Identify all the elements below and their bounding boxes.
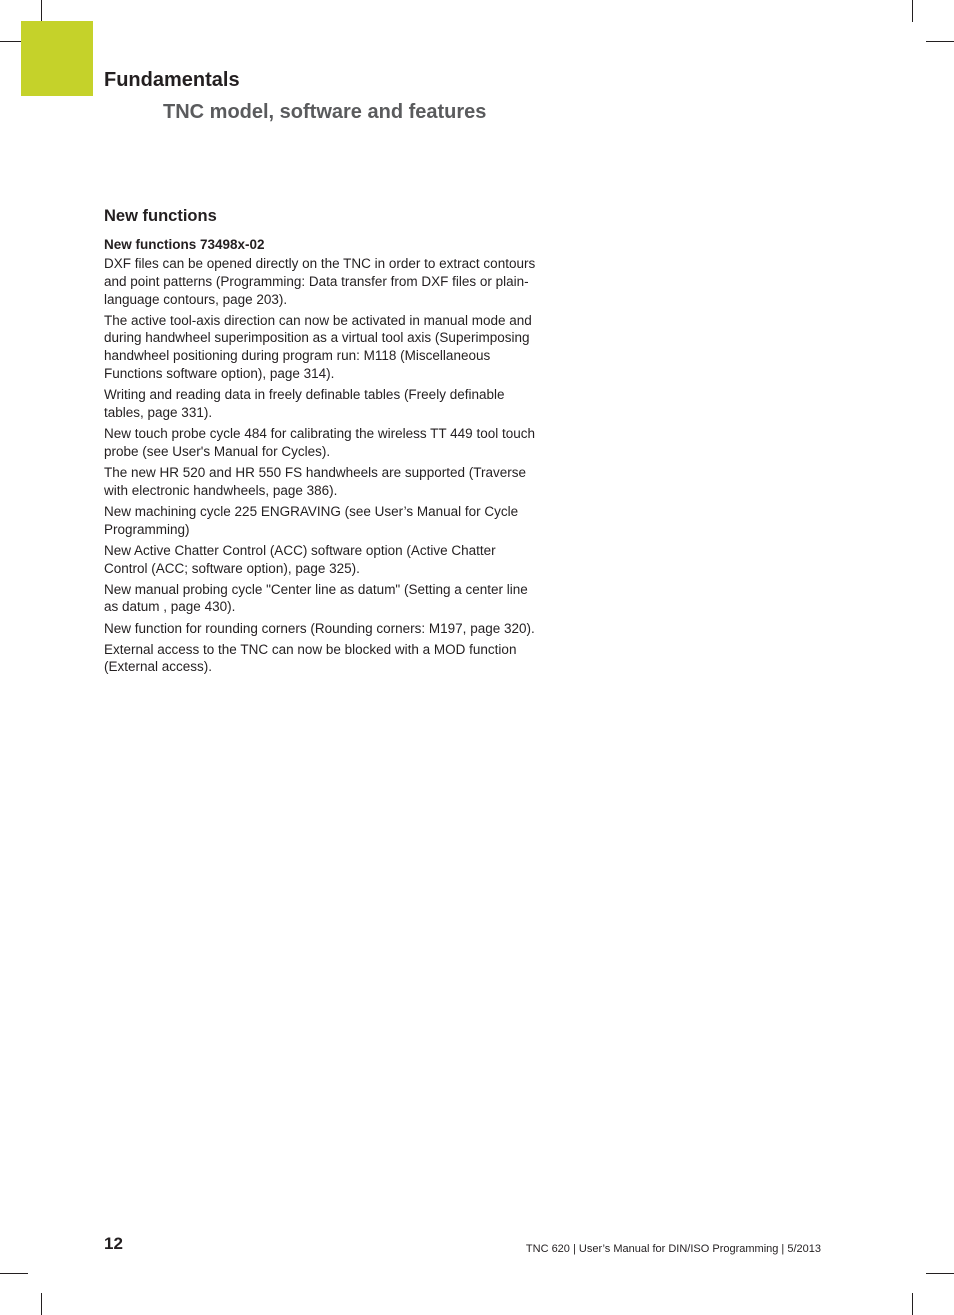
crop-mark [926, 1273, 954, 1274]
paragraph: The active tool-axis direction can now be activated in manual mode and during handwheel superimposition as a virtual tool axis (Superimposing handwheel positioning during program run: M118 (Miscellaneous Functions software option), page 314). [104, 312, 532, 382]
crop-mark [41, 0, 42, 22]
new-functions-subheading: New functions 73498x-02 [104, 237, 265, 252]
section-title: TNC model, software and features [163, 101, 487, 123]
page-number: 12 [104, 1234, 123, 1253]
paragraph: DXF files can be opened directly on the TNC in order to extract contours and point patterns (Programming: Data transfer from DXF files or plain-language contours, page 203). [104, 256, 536, 307]
crop-mark [0, 1273, 28, 1274]
paragraph: New manual probing cycle "Center line as datum" (Setting a center line as datum , page 430). [104, 581, 528, 615]
paragraph: New machining cycle 225 ENGRAVING (see User’s Manual for Cycle Programming) [104, 503, 519, 537]
paragraph: External access to the TNC can now be blocked with a MOD function (External access). [104, 641, 517, 675]
crop-mark [912, 1293, 913, 1315]
paragraph: Writing and reading data in freely definable tables (Freely definable tables, page 331). [104, 387, 505, 420]
paragraph: New Active Chatter Control (ACC) software option (Active Chatter Control (ACC; software option), page 325). [104, 542, 496, 576]
chapter-title: Fundamentals [104, 69, 240, 91]
crop-mark [912, 0, 913, 22]
paragraph: New touch probe cycle 484 for calibrating the wireless TT 449 tool touch probe (see User's Manual for Cycles). [104, 426, 535, 459]
paragraph: The new HR 520 and HR 550 FS handwheels are supported (Traverse with electronic handwheels, page 386). [104, 464, 526, 498]
new-functions-heading: New functions [104, 207, 217, 225]
crop-mark [41, 1293, 42, 1315]
footer-text: TNC 620 | User’s Manual for DIN/ISO Programming | 5/2013 [525, 1243, 821, 1255]
chapter-accent-block [21, 21, 93, 96]
paragraph: New function for rounding corners (Rounding corners: M197, page 320). [104, 620, 535, 636]
main-content [104, 205, 540, 680]
crop-mark [926, 41, 954, 42]
